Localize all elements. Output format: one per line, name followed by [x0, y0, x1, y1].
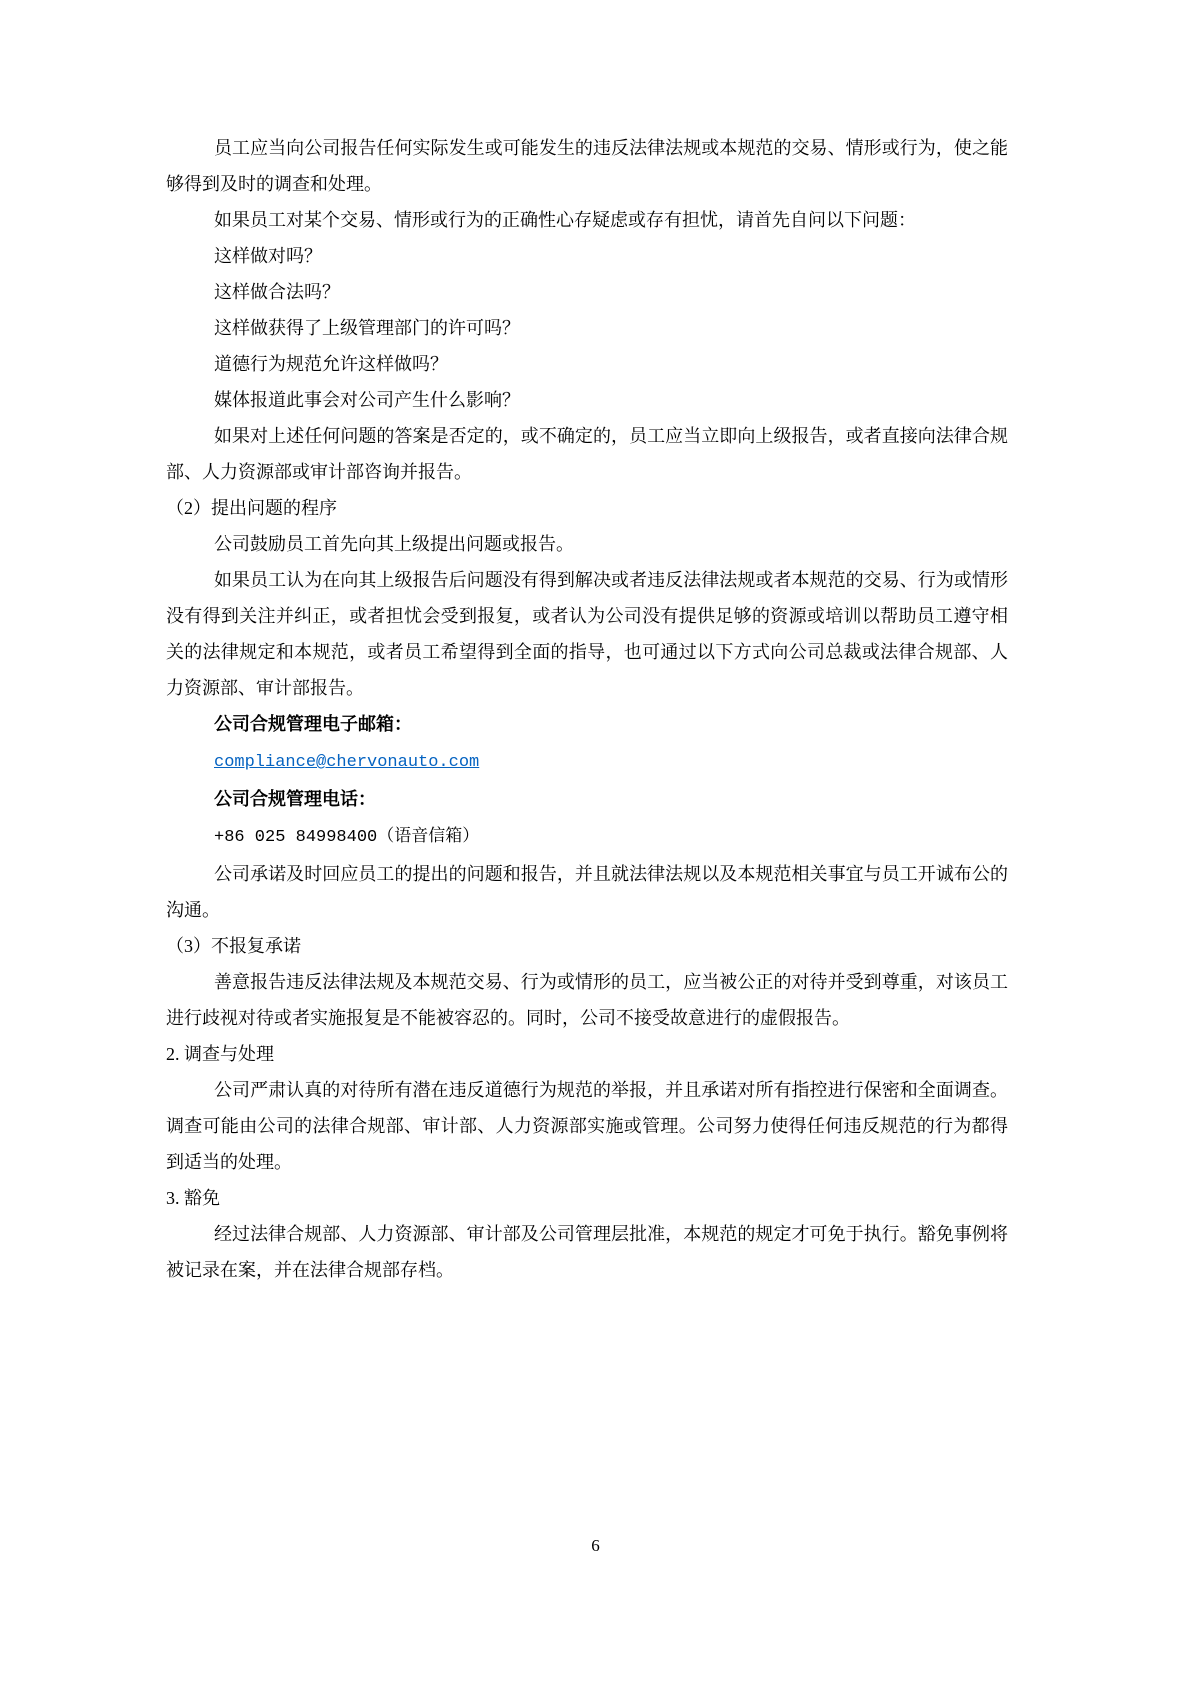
question-item: 这样做获得了上级管理部门的许可吗？	[214, 318, 520, 338]
subheading-raise-question-procedure: （2）提出问题的程序	[166, 498, 337, 518]
question-item: 这样做对吗？	[214, 246, 322, 266]
paragraph-response-promise: 公司承诺及时回应员工的提出的问题和报告，并且就法律法规以及本规范相关事宜与员工开诚布公的沟通。	[166, 864, 1008, 920]
question-item: 这样做合法吗？	[214, 282, 340, 302]
contact-email-line	[166, 742, 1008, 781]
paragraph-escalation-channels: 如果员工认为在向其上级报告后问题没有得到解决或者违反法律法规或者本规范的交易、行为或情形没有得到关注并纠正，或者担忧会受到报复，或者认为公司没有提供足够的资源或培训以帮助员工遵守相关的法律规定和本规范，或者员工希望得到全面的指导，也可通过以下方式向公司总裁或法律合规部、人力资源部、审计部报告。	[166, 570, 1008, 698]
heading-investigation-handling: 2. 调查与处理	[166, 1044, 274, 1064]
label-compliance-email: 公司合规管理电子邮箱：	[214, 714, 412, 734]
paragraph-no-retaliation-body: 善意报告违反法律法规及本规范交易、行为或情形的员工，应当被公正的对待并受到尊重，对该员工进行歧视对待或者实施报复是不能被容忍的。同时，公司不接受故意进行的虚假报告。	[166, 972, 1008, 1028]
contact-phone-number	[166, 817, 1008, 856]
label-compliance-phone: 公司合规管理电话：	[214, 789, 376, 809]
question-item: 媒体报道此事会对公司产生什么影响？	[214, 390, 520, 410]
paragraph-waiver-body: 经过法律合规部、人力资源部、审计部及公司管理层批准，本规范的规定才可免于执行。豁免事例将被记录在案，并在法律合规部存档。	[166, 1224, 1008, 1280]
page-number: 6	[591, 1536, 600, 1555]
question-item: 道德行为规范允许这样做吗？	[214, 354, 448, 374]
paragraph-investigation-body: 公司严肃认真的对待所有潜在违反道德行为规范的举报，并且承诺对所有指控进行保密和全面调查。调查可能由公司的法律合规部、审计部、人力资源部实施或管理。公司努力使得任何违反规范的行为都得到适当的处理。	[166, 1080, 1008, 1172]
paragraph-negative-answer: 如果对上述任何问题的答案是否定的，或不确定的，员工应当立即向上级报告，或者直接向法律合规部、人力资源部或审计部咨询并报告。	[166, 426, 1008, 482]
contact-email-link[interactable]: compliance@chervonauto.com	[214, 753, 480, 772]
paragraph-report-duty: 员工应当向公司报告任何实际发生或可能发生的违反法律法规或本规范的交易、情形或行为，使之能够得到及时的调查和处理。	[166, 138, 1008, 194]
heading-waiver: 3. 豁免	[166, 1188, 220, 1208]
paragraph-encourage-report: 公司鼓励员工首先向其上级提出问题或报告。	[214, 534, 574, 554]
paragraph-self-questions-intro: 如果员工对某个交易、情形或行为的正确性心存疑虑或存有担忧，请首先自问以下问题：	[214, 210, 916, 230]
subheading-no-retaliation: （3）不报复承诺	[166, 936, 301, 956]
document-content	[166, 130, 1008, 1288]
contact-phone-number: +86 025 84998400（语音信箱）	[214, 828, 480, 847]
